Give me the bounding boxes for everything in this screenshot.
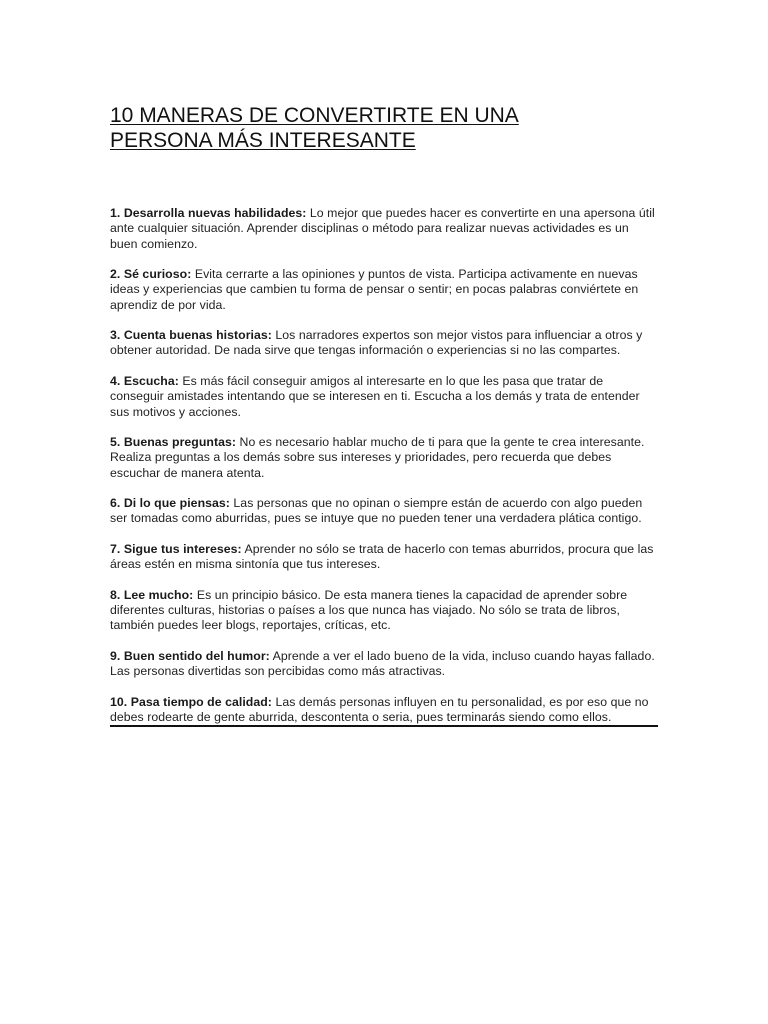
- document-title: [110, 103, 658, 153]
- tip-heading: 5. Buenas preguntas:: [110, 435, 237, 450]
- tip-body: Las personas que no opinan o siempre están de acuerdo con algo pueden ser tomadas como aburridas, pues se intuye que no pueden tener una verdadera plática contigo.: [110, 496, 643, 526]
- tip-body: Es un principio básico. De esta manera tienes la capacidad de aprender sobre diferentes culturas, historias o países a los que nunca has viajado. No sólo se trata de libros, también puedes leer blogs, reportajes, críticas, etc.: [110, 587, 628, 633]
- document-page: [110, 103, 658, 727]
- tip-heading: 4. Escucha:: [110, 373, 179, 388]
- tip-item-5: [110, 435, 658, 481]
- tip-body: Lo mejor que puedes hacer es convertirte en una apersona útil ante cualquier situación. Aprender disciplinas o método para realizar nuevas actividades es un buen comienzo.: [110, 206, 655, 251]
- tip-body: Evita cerrarte a las opiniones y puntos de vista. Participa activamente en nuevas ideas y experiencias que cambien tu forma de pensar o sentir; en pocas palabras conviértete en aprendiz de por vida.: [110, 267, 639, 312]
- tip-item-4: [110, 374, 658, 420]
- tips-list: [110, 206, 658, 727]
- tip-body: Aprender no sólo se trata de hacerlo con temas aburridos, procura que las áreas estén en misma sintonía que tus intereses.: [110, 541, 654, 572]
- tip-heading: 9. Buen sentido del humor:: [110, 648, 270, 663]
- tip-heading: 8. Lee mucho:: [110, 587, 194, 602]
- tip-item-2: [110, 267, 658, 313]
- tip-item-7: [110, 542, 658, 573]
- tip-item-6: [110, 496, 658, 527]
- tip-item-9: [110, 649, 658, 680]
- tip-heading: 6. Di lo que piensas:: [110, 496, 230, 511]
- tip-body: Los narradores expertos son mejor vistos para influenciar a otros y obtener autoridad. De nada sirve que tengas información o experiencias si no las compartes.: [110, 328, 643, 358]
- tip-heading: 10. Pasa tiempo de calidad:: [110, 694, 272, 709]
- tip-heading: 7. Sigue tus intereses:: [110, 541, 242, 556]
- tip-heading: 1. Desarrolla nuevas habilidades:: [110, 206, 307, 220]
- tip-heading: 3. Cuenta buenas historias:: [110, 328, 272, 343]
- tip-body: Las demás personas influyen en tu personalidad, es por eso que no debes rodearte de gente aburrida, descontenta o seria, pues terminarás siendo como ellos.: [110, 694, 649, 724]
- tip-body: Aprende a ver el lado bueno de la vida, incluso cuando hayas fallado. Las personas divertidas son percibidas como más atractivas.: [110, 648, 655, 679]
- tip-item-8: [110, 588, 658, 634]
- tip-item-10: [110, 695, 658, 728]
- tip-body: No es necesario hablar mucho de ti para que la gente te crea interesante. Realiza preguntas a los demás sobre sus intereses y prioridades, pero recuerda que debes escuchar de manera atenta.: [110, 435, 645, 480]
- tip-body: Es más fácil conseguir amigos al interesarte en lo que les pasa que tratar de conseguir amistades intentando que se interesen en ti. Escucha a los demás y trata de entender sus motivos y acciones.: [110, 373, 640, 419]
- title-line-2: PERSONA MÁS INTERESANTE: [110, 129, 416, 152]
- title-line-1: 10 MANERAS DE CONVERTIRTE EN UNA: [110, 104, 519, 127]
- tip-item-3: [110, 328, 658, 359]
- tip-heading: 2. Sé curioso:: [110, 267, 192, 282]
- tip-item-1: [110, 206, 658, 252]
